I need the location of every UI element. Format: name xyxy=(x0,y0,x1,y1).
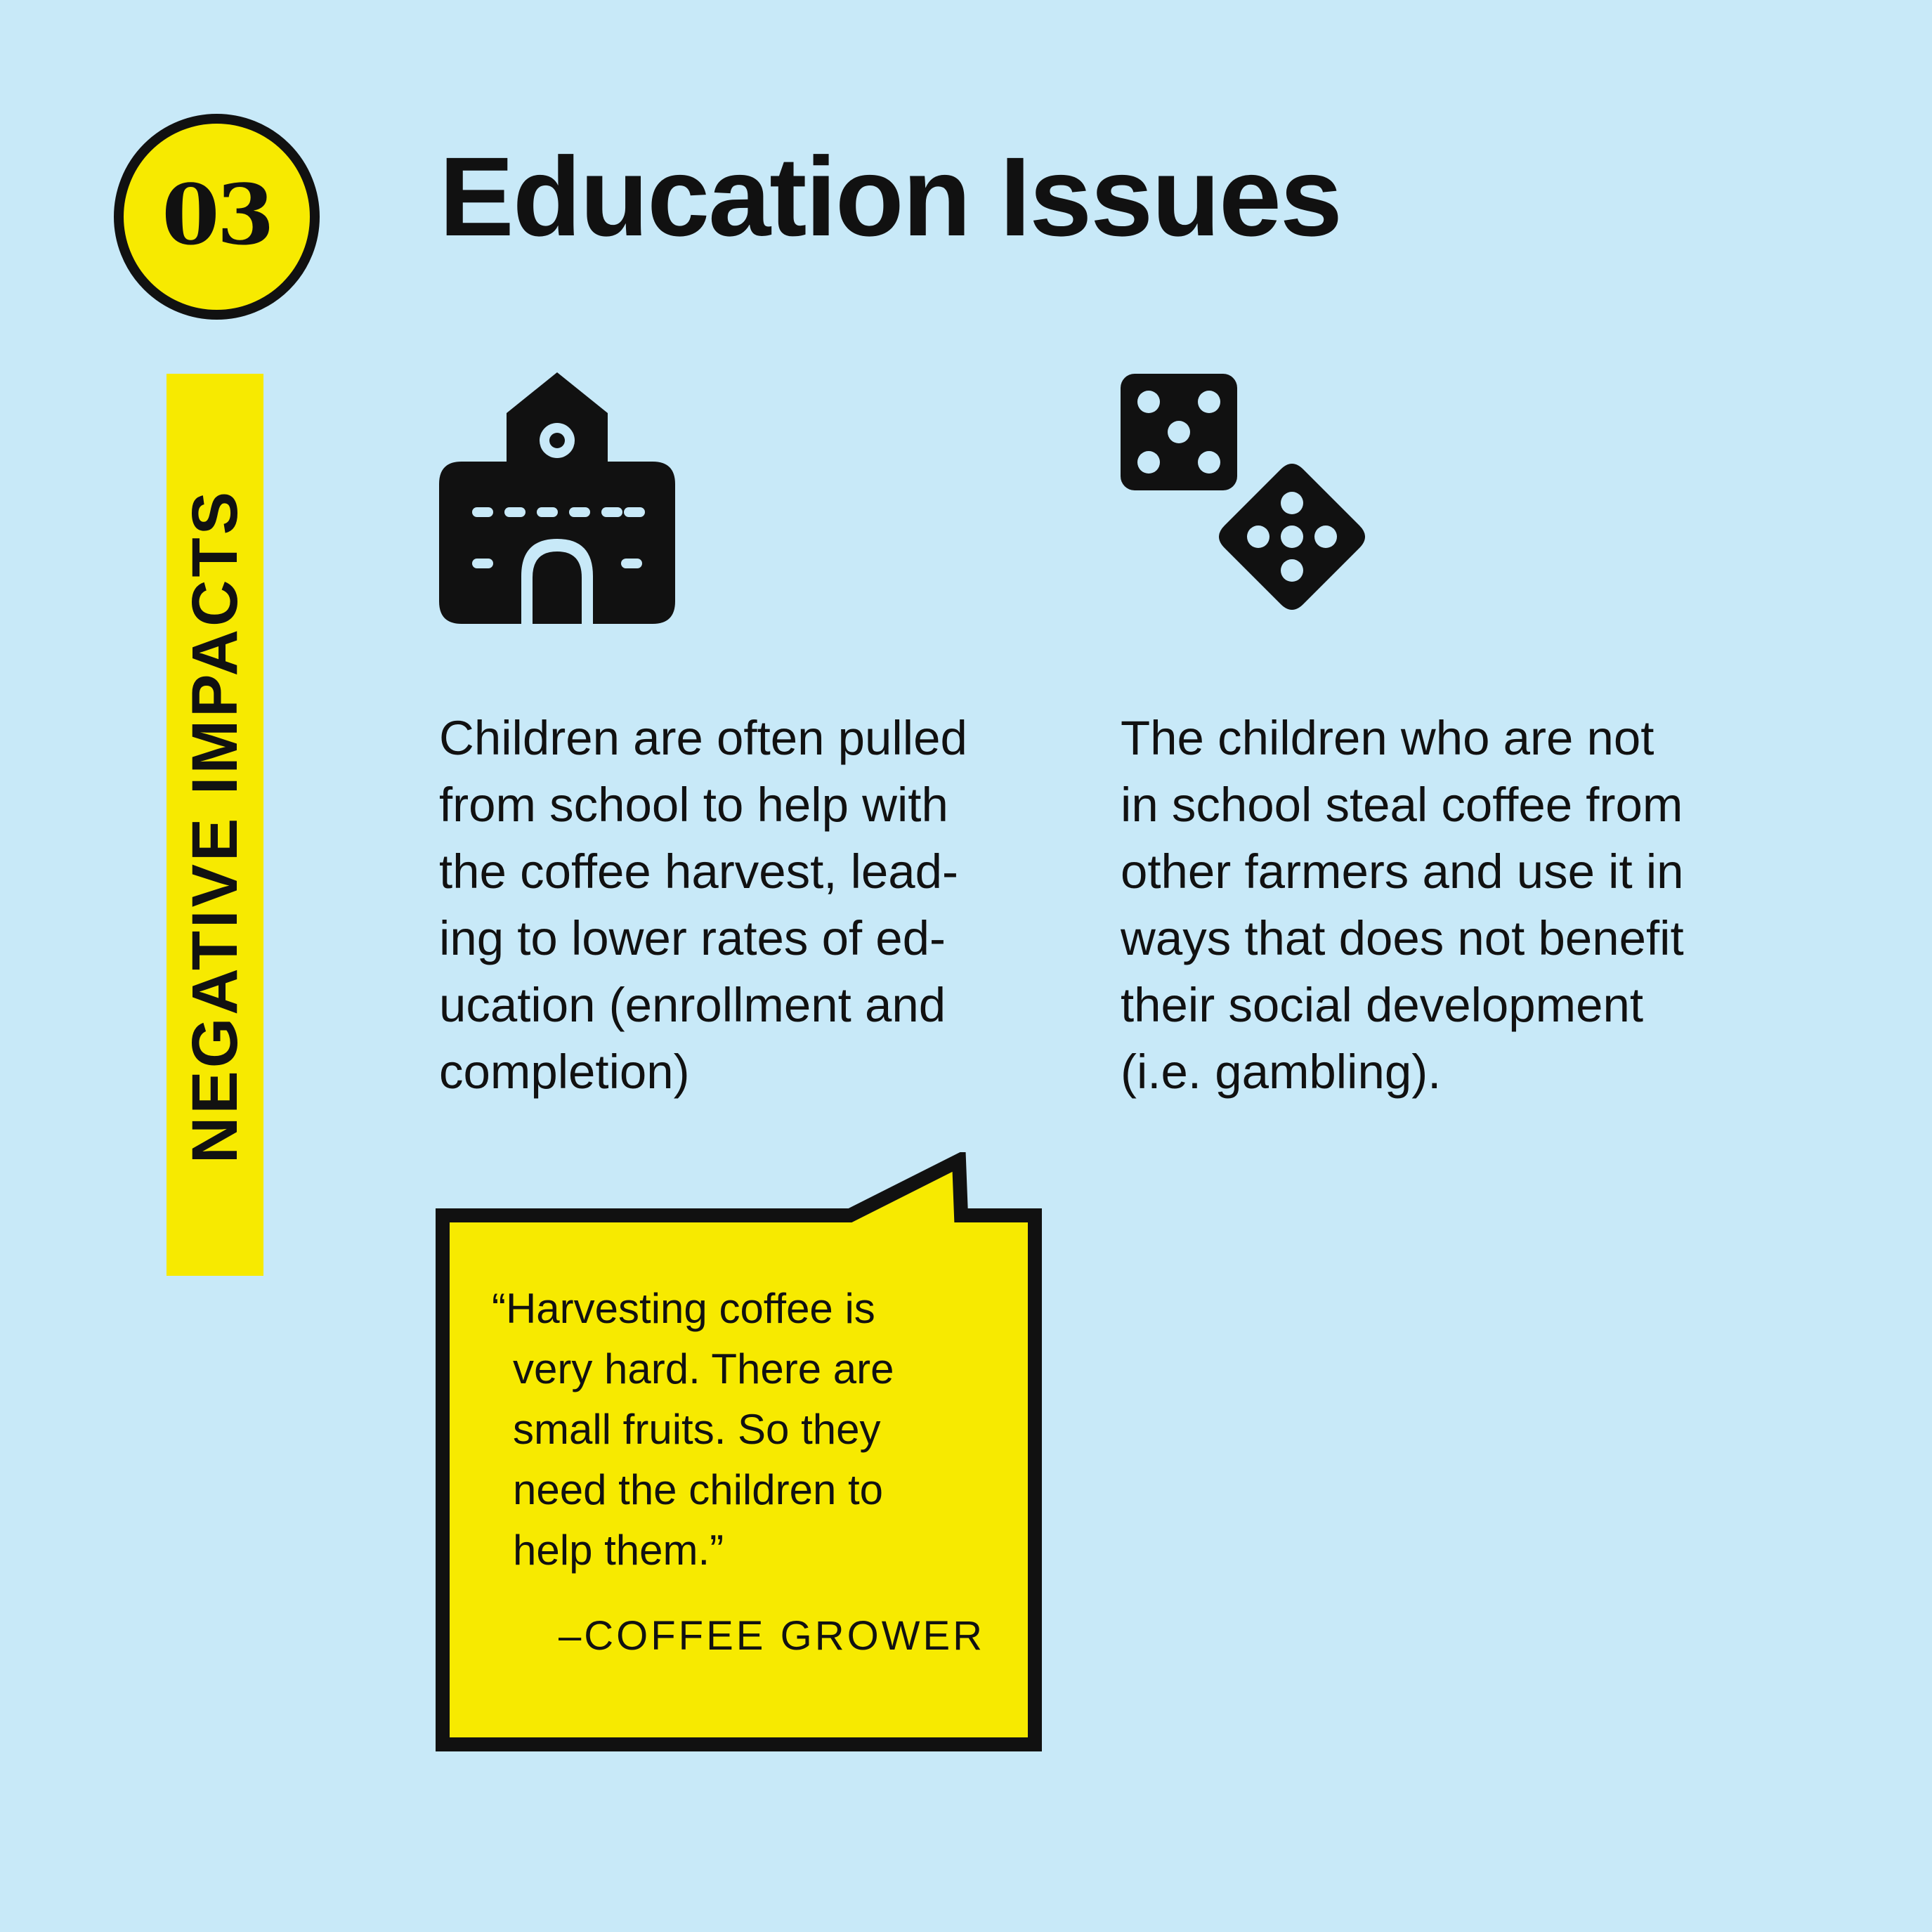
quote-line: “Harvesting coffee is xyxy=(492,1285,875,1332)
text-line: completion) xyxy=(439,1045,690,1099)
quote-attribution: –COFFEE GROWER xyxy=(559,1613,986,1659)
text-line: Children are often pulled xyxy=(439,711,967,765)
quote-line: small fruits. So they xyxy=(513,1406,881,1453)
dice-icon xyxy=(1121,374,1372,625)
text-line: in school steal coffee from xyxy=(1121,778,1683,832)
text-line: their social development xyxy=(1121,978,1644,1032)
page-title: Education Issues xyxy=(439,133,1341,259)
right-column-text xyxy=(1121,705,1684,1105)
section-number: 03 xyxy=(162,165,272,263)
text-line: (i.e. gambling). xyxy=(1121,1045,1442,1099)
quote-line: very hard. There are xyxy=(513,1345,894,1392)
quote-line: help them.” xyxy=(513,1527,724,1574)
quote-line: need the children to xyxy=(513,1466,884,1513)
left-column-text xyxy=(439,705,967,1105)
text-line: ways that does not benefit xyxy=(1121,911,1684,965)
school-icon xyxy=(439,372,675,624)
text-line: other farmers and use it in xyxy=(1121,844,1684,899)
side-label-text: NEGATIVE IMPACTS xyxy=(179,488,251,1164)
text-line: from school to help with xyxy=(439,778,948,832)
text-line: ucation (enrollment and xyxy=(439,978,946,1032)
text-line: the coffee harvest, lead- xyxy=(439,844,959,899)
text-line: The children who are not xyxy=(1121,711,1654,765)
text-line: ing to lower rates of ed- xyxy=(439,911,946,965)
quote-text xyxy=(492,1279,894,1581)
section-number-badge xyxy=(114,114,320,320)
side-label xyxy=(167,377,263,1276)
